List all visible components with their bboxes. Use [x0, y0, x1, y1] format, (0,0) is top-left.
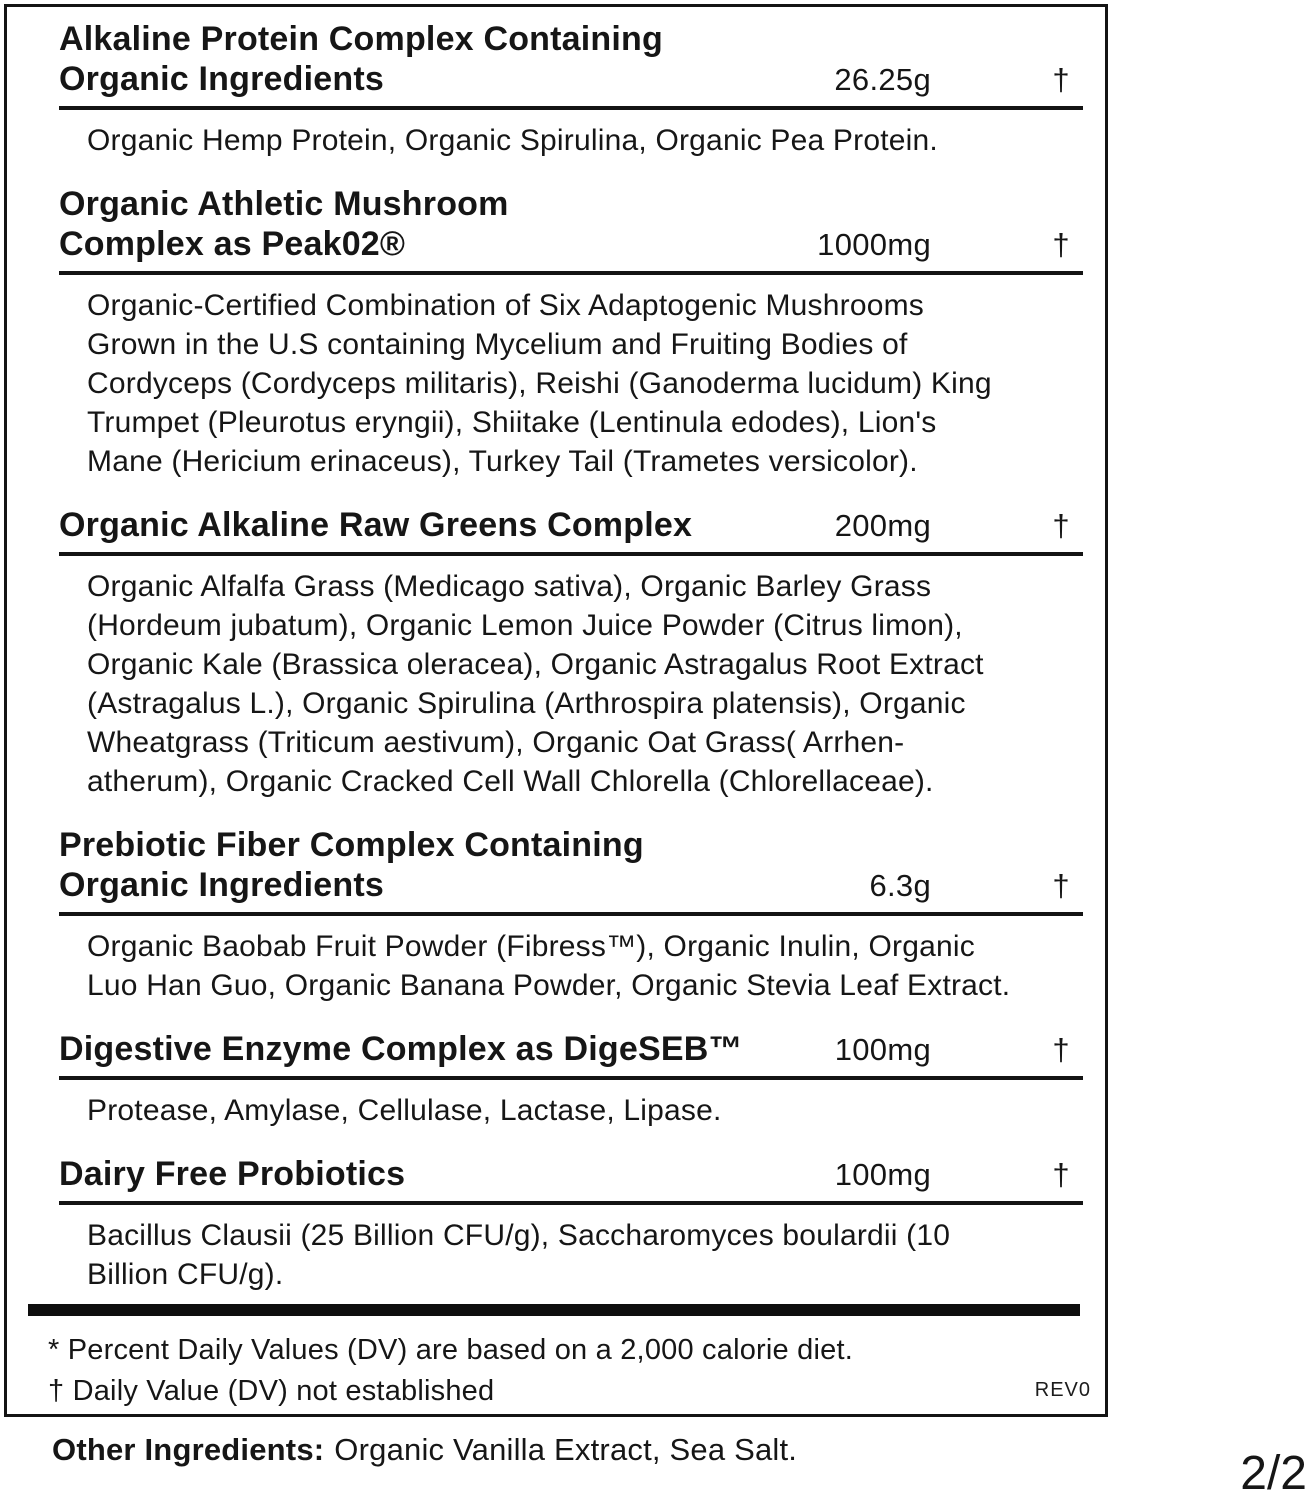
ingredient-list: [87, 1216, 1083, 1294]
ingredient-section-prebiotic-fiber: [59, 825, 1083, 1005]
section-name-line2: Organic Ingredients: [59, 60, 384, 98]
ingredient-line: Luo Han Guo, Organic Banana Powder, Organic Stevia Leaf Extract.: [87, 969, 1011, 1002]
ingredient-line: Cordyceps (Cordyceps militaris), Reishi (Ganoderma lucidum) King: [87, 367, 992, 400]
ingredient-line: Organic Hemp Protein, Organic Spirulina, Organic Pea Protein.: [87, 124, 938, 157]
footnote-dv-not-established: † Daily Value (DV) not established: [48, 1375, 495, 1407]
footnote-daily-values: * Percent Daily Values (DV) are based on a 2,000 calorie diet.: [48, 1334, 853, 1366]
section-header-row: [59, 224, 1083, 265]
section-name-line1: Prebiotic Fiber Complex Containing: [59, 826, 644, 864]
daily-value-dagger: †: [1052, 227, 1070, 262]
ingredient-line: Organic-Certified Combination of Six Adaptogenic Mushrooms: [87, 289, 924, 322]
section-amount: 26.25g: [834, 62, 931, 97]
ingredient-line: Organic Alfalfa Grass (Medicago sativa), Organic Barley Grass: [87, 570, 932, 603]
section-name: Digestive Enzyme Complex as DigeSEB™: [59, 1030, 743, 1068]
ingredient-line: Organic Kale (Brassica oleracea), Organic Astragalus Root Extract: [87, 648, 984, 681]
divider-rule: [59, 912, 1083, 916]
section-amount: 200mg: [834, 508, 931, 543]
ingredient-list: [87, 286, 1083, 481]
daily-value-dagger: †: [1052, 62, 1070, 97]
ingredient-line: Organic Baobab Fruit Powder (Fibress™), Organic Inulin, Organic: [87, 930, 975, 963]
section-name-line1: Alkaline Protein Complex Containing: [59, 20, 663, 58]
ingredient-list: [87, 927, 1083, 1005]
ingredient-list: [87, 1091, 1083, 1130]
daily-value-dagger: †: [1052, 1032, 1070, 1067]
ingredient-line: Grown in the U.S containing Mycelium and Fruiting Bodies of: [87, 328, 908, 361]
ingredient-list: [87, 567, 1083, 801]
thick-divider-bar: [28, 1304, 1080, 1316]
daily-value-dagger: †: [1052, 1157, 1070, 1192]
section-name: Organic Alkaline Raw Greens Complex: [59, 506, 693, 544]
section-name-line1: Organic Athletic Mushroom: [59, 185, 509, 223]
section-header-row: [59, 505, 1083, 546]
revision-code: REV0: [1034, 1379, 1091, 1401]
section-header-row: [59, 59, 1083, 100]
section-amount: 100mg: [834, 1157, 931, 1192]
other-ingredients-value: Organic Vanilla Extract, Sea Salt.: [334, 1432, 798, 1467]
ingredient-line: Wheatgrass (Triticum aestivum), Organic Oat Grass( Arrhen-: [87, 726, 905, 759]
divider-rule: [59, 271, 1083, 275]
ingredient-section-alkaline-protein: [59, 19, 1083, 160]
page-indicator: 2/2: [1240, 1447, 1307, 1500]
ingredient-line: Billion CFU/g).: [87, 1258, 284, 1291]
ingredient-line: Bacillus Clausii (25 Billion CFU/g), Saccharomyces boulardii (10: [87, 1219, 951, 1252]
ingredient-section-probiotics: [59, 1154, 1083, 1294]
ingredient-section-mushroom-complex: [59, 184, 1083, 481]
other-ingredients-row: [52, 1432, 797, 1468]
divider-rule: [59, 1076, 1083, 1080]
ingredient-line: (Hordeum jubatum), Organic Lemon Juice Powder (Citrus limon),: [87, 609, 963, 642]
supplement-facts-panel: [4, 4, 1108, 1417]
section-name: Dairy Free Probiotics: [59, 1155, 406, 1193]
ingredient-section-raw-greens: [59, 505, 1083, 801]
divider-rule: [59, 552, 1083, 556]
daily-value-dagger: †: [1052, 868, 1070, 903]
other-ingredients-label: Other Ingredients:: [52, 1432, 325, 1467]
ingredient-list: [87, 121, 1083, 160]
section-header-row: [59, 1154, 1083, 1195]
section-amount: 1000mg: [817, 227, 931, 262]
section-name-line2: Complex as Peak02®: [59, 225, 406, 263]
section-header-row: [59, 1029, 1083, 1070]
section-name-line2: Organic Ingredients: [59, 866, 384, 904]
divider-rule: [59, 1201, 1083, 1205]
section-amount: 6.3g: [869, 868, 931, 903]
footnotes-block: [48, 1330, 1083, 1412]
ingredient-line: Trumpet (Pleurotus eryngii), Shiitake (Lentinula edodes), Lion's: [87, 406, 937, 439]
ingredient-section-digestive-enzyme: [59, 1029, 1083, 1130]
daily-value-dagger: †: [1052, 508, 1070, 543]
ingredient-line: Mane (Hericium erinaceus), Turkey Tail (Trametes versicolor).: [87, 445, 918, 478]
section-header-row: [59, 865, 1083, 906]
section-amount: 100mg: [834, 1032, 931, 1067]
ingredient-line: atherum), Organic Cracked Cell Wall Chlorella (Chlorellaceae).: [87, 765, 934, 798]
divider-rule: [59, 106, 1083, 110]
ingredient-line: (Astragalus L.), Organic Spirulina (Arthrospira platensis), Organic: [87, 687, 966, 720]
ingredient-line: Protease, Amylase, Cellulase, Lactase, Lipase.: [87, 1094, 722, 1127]
